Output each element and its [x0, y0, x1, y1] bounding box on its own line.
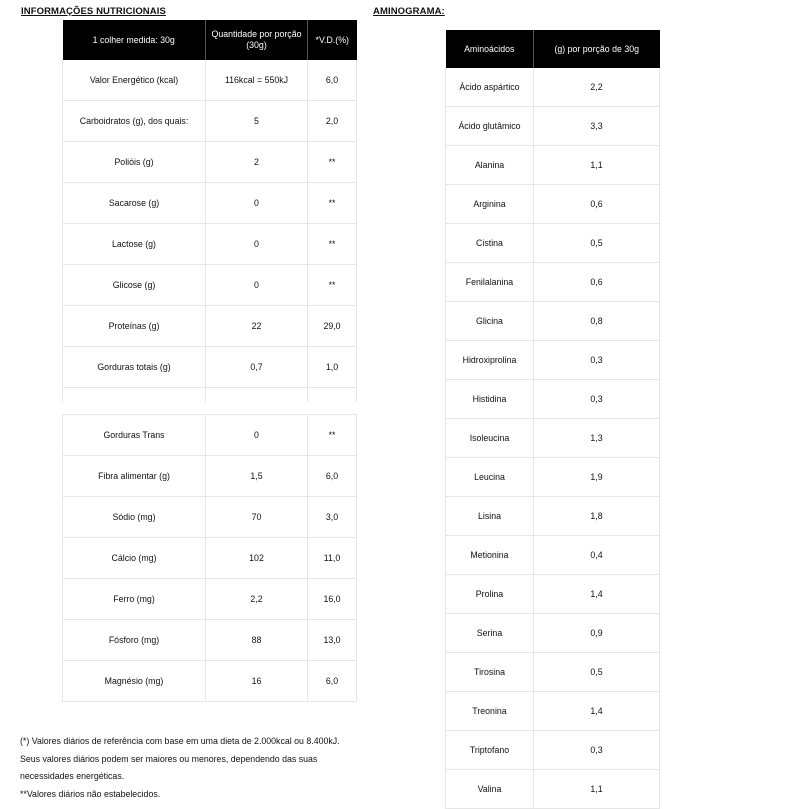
nutrient-daily-value: 6,0: [308, 60, 357, 101]
amino-acid-amount: 1,1: [534, 770, 660, 809]
amino-acid-amount: 1,8: [534, 497, 660, 536]
amino-acid-name: Hidroxiprolina: [446, 341, 534, 380]
table-row: [446, 575, 660, 614]
empty-cell: [206, 388, 308, 403]
nutrient-quantity: 2,2: [206, 579, 308, 620]
nutrient-quantity: 70: [206, 497, 308, 538]
nutrient-name: Valor Energético (kcal): [63, 60, 206, 101]
table-row: [63, 183, 357, 224]
nutrient-name: Sódio (mg): [63, 497, 206, 538]
nutrient-daily-value: 1,0: [308, 347, 357, 388]
table-row: [63, 620, 357, 661]
table-row: [63, 265, 357, 306]
table-row: [63, 497, 357, 538]
amino-acid-amount: 0,6: [534, 263, 660, 302]
nutrient-daily-value: 6,0: [308, 661, 357, 702]
table-row: [446, 692, 660, 731]
footnote-not-established: **Valores diários não estabelecidos.: [20, 789, 161, 799]
table-row: [446, 536, 660, 575]
nutrition-heading: INFORMAÇÕES NUTRICIONAIS: [21, 6, 166, 17]
table-row: [63, 101, 357, 142]
amino-acid-name: Ácido glutâmico: [446, 107, 534, 146]
nutrient-name: Fibra alimentar (g): [63, 456, 206, 497]
amino-acid-amount: 0,3: [534, 380, 660, 419]
table-row: [446, 68, 660, 107]
nutrient-quantity: 16: [206, 661, 308, 702]
amino-acid-name: Fenilalanina: [446, 263, 534, 302]
nutrient-quantity: 22: [206, 306, 308, 347]
nutrient-daily-value: 2,0: [308, 101, 357, 142]
table-row: [446, 185, 660, 224]
header-amino-acid: Aminoácidos: [446, 30, 534, 68]
amino-acid-amount: 2,2: [534, 68, 660, 107]
amino-acid-name: Treonina: [446, 692, 534, 731]
amino-acid-amount: 0,3: [534, 341, 660, 380]
table-row: [63, 538, 357, 579]
empty-cell: [308, 388, 357, 403]
nutrient-quantity: 0: [206, 224, 308, 265]
table-row: [446, 341, 660, 380]
amino-acid-amount: 3,3: [534, 107, 660, 146]
nutrient-name: Gorduras totais (g): [63, 347, 206, 388]
nutrient-name: Fósforo (mg): [63, 620, 206, 661]
nutrient-quantity: 102: [206, 538, 308, 579]
nutrition-header-row: [63, 20, 357, 60]
amino-acid-name: Isoleucina: [446, 419, 534, 458]
table-row: [446, 614, 660, 653]
nutrient-daily-value: 13,0: [308, 620, 357, 661]
amino-acid-amount: 0,5: [534, 224, 660, 263]
table-row: [63, 60, 357, 101]
amino-acid-amount: 0,4: [534, 536, 660, 575]
amino-acid-name: Ácido aspártico: [446, 68, 534, 107]
amino-acid-name: Valina: [446, 770, 534, 809]
nutrient-daily-value: 11,0: [308, 538, 357, 579]
table-row: [446, 497, 660, 536]
nutrient-daily-value: 3,0: [308, 497, 357, 538]
table-row: [63, 415, 357, 456]
aminogram-table: [445, 30, 660, 809]
table-row: [446, 146, 660, 185]
amino-acid-amount: 1,1: [534, 146, 660, 185]
nutrient-daily-value: **: [308, 224, 357, 265]
table-row: [446, 107, 660, 146]
table-row: [63, 579, 357, 620]
nutrient-daily-value: 29,0: [308, 306, 357, 347]
table-row: [446, 770, 660, 809]
amino-acid-name: Arginina: [446, 185, 534, 224]
nutrient-quantity: 1,5: [206, 456, 308, 497]
nutrient-daily-value: **: [308, 415, 357, 456]
table-gap: [63, 402, 357, 415]
table-row: [63, 142, 357, 183]
nutrient-name: Carboidratos (g), dos quais:: [63, 101, 206, 142]
nutrient-quantity: 88: [206, 620, 308, 661]
table-row: [446, 224, 660, 263]
nutrient-daily-value: **: [308, 142, 357, 183]
blank-row: [63, 388, 357, 403]
nutrient-daily-value: **: [308, 265, 357, 306]
nutrient-name: Glicose (g): [63, 265, 206, 306]
nutrient-name: Sacarose (g): [63, 183, 206, 224]
header-quantity: Quantidade por porção (30g): [206, 20, 308, 60]
amino-acid-amount: 0,5: [534, 653, 660, 692]
nutrient-quantity: 2: [206, 142, 308, 183]
amino-acid-amount: 0,6: [534, 185, 660, 224]
amino-acid-name: Serina: [446, 614, 534, 653]
nutrient-name: Gorduras Trans: [63, 415, 206, 456]
nutrient-name: Cálcio (mg): [63, 538, 206, 579]
nutrient-name: Polióis (g): [63, 142, 206, 183]
nutrient-daily-value: 16,0: [308, 579, 357, 620]
nutrient-daily-value: 6,0: [308, 456, 357, 497]
amino-acid-amount: 0,8: [534, 302, 660, 341]
table-row: [446, 263, 660, 302]
aminogram-header-row: [446, 30, 660, 68]
table-row: [446, 731, 660, 770]
empty-cell: [63, 388, 206, 403]
amino-acid-amount: 0,3: [534, 731, 660, 770]
header-daily-value: *V.D.(%): [308, 20, 357, 60]
nutrient-name: Proteínas (g): [63, 306, 206, 347]
amino-acid-amount: 1,4: [534, 692, 660, 731]
amino-acid-name: Triptofano: [446, 731, 534, 770]
nutrient-name: Lactose (g): [63, 224, 206, 265]
nutrient-quantity: 0: [206, 265, 308, 306]
amino-acid-amount: 1,3: [534, 419, 660, 458]
amino-acid-name: Metionina: [446, 536, 534, 575]
amino-acid-amount: 1,9: [534, 458, 660, 497]
table-row: [446, 380, 660, 419]
empty-cell: [63, 402, 206, 415]
table-row: [63, 456, 357, 497]
amino-acid-name: Lisina: [446, 497, 534, 536]
amino-acid-amount: 0,9: [534, 614, 660, 653]
amino-acid-name: Prolina: [446, 575, 534, 614]
nutrition-table: [62, 20, 357, 702]
amino-acid-name: Histidina: [446, 380, 534, 419]
amino-acid-name: Glicina: [446, 302, 534, 341]
amino-acid-name: Tirosina: [446, 653, 534, 692]
nutrient-quantity: 0: [206, 415, 308, 456]
aminogram-heading: AMINOGRAMA:: [373, 6, 445, 17]
table-row: [63, 306, 357, 347]
amino-acid-name: Alanina: [446, 146, 534, 185]
empty-cell: [206, 402, 308, 415]
table-row: [446, 458, 660, 497]
amino-acid-name: Leucina: [446, 458, 534, 497]
table-row: [446, 419, 660, 458]
amino-acid-name: Cistina: [446, 224, 534, 263]
nutrient-name: Ferro (mg): [63, 579, 206, 620]
nutrient-quantity: 0,7: [206, 347, 308, 388]
footnote-daily-values: (*) Valores diários de referência com base em uma dieta de 2.000kcal ou 8.400kJ. Seus valores diários podem ser maiores ou menores, dependendo das suas necessidades energéticas.: [20, 736, 340, 781]
nutrient-quantity: 0: [206, 183, 308, 224]
table-row: [446, 302, 660, 341]
nutrient-quantity: 116kcal = 550kJ: [206, 60, 308, 101]
table-row: [63, 224, 357, 265]
header-serving: 1 colher medida: 30g: [63, 20, 206, 60]
nutrient-name: Magnésio (mg): [63, 661, 206, 702]
empty-cell: [308, 402, 357, 415]
table-row: [63, 661, 357, 702]
table-row: [63, 347, 357, 388]
amino-acid-amount: 1,4: [534, 575, 660, 614]
header-amount: (g) por porção de 30g: [534, 30, 660, 68]
table-row: [446, 653, 660, 692]
nutrient-quantity: 5: [206, 101, 308, 142]
nutrient-daily-value: **: [308, 183, 357, 224]
